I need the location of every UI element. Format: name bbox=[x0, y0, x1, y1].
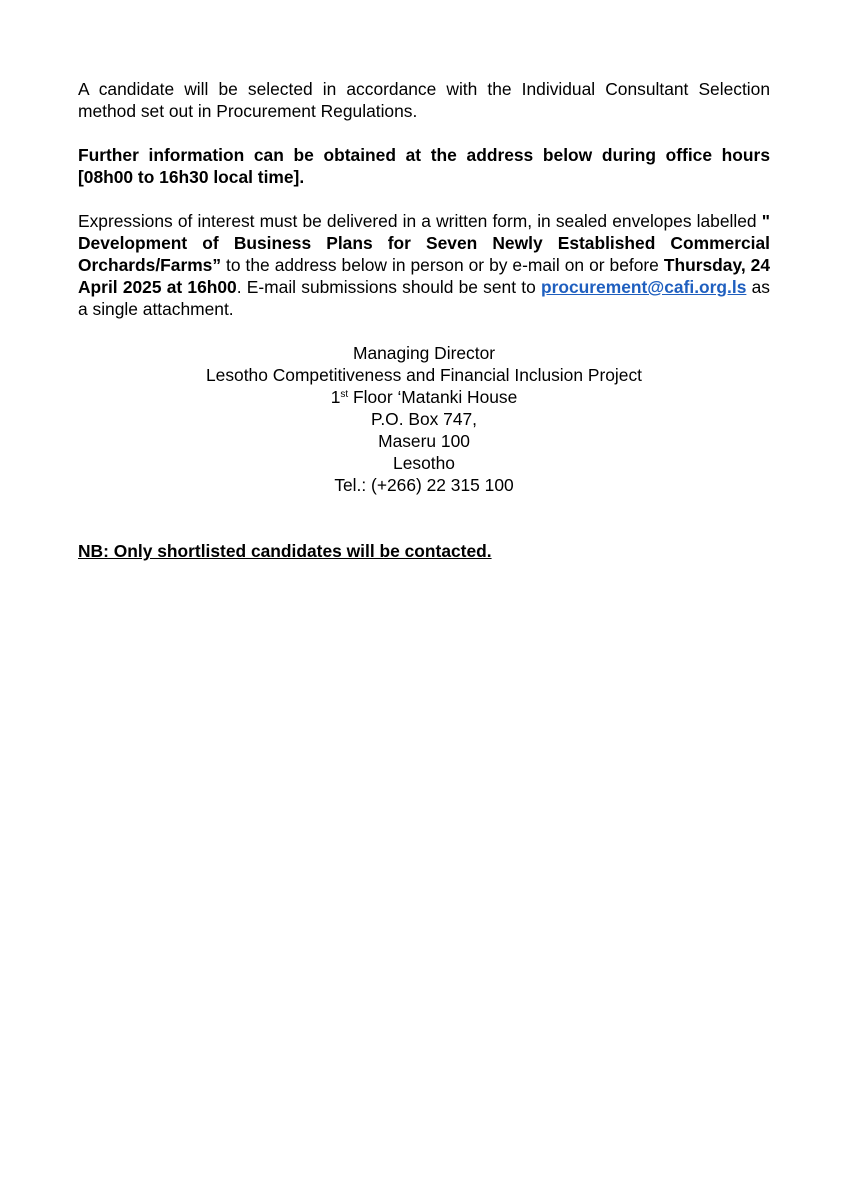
procurement-email-link[interactable]: procurement@cafi.org.ls bbox=[540, 277, 747, 297]
eoi-intro-text: Expressions of interest must be delivered in a written form, in sealed envelopes labelled bbox=[78, 211, 757, 231]
further-information-paragraph: Further information can be obtained at the address below during office hours [08h00 to 16h30 local time]. bbox=[78, 145, 770, 187]
address-po-box: P.O. Box 747, bbox=[370, 409, 478, 429]
shortlist-note: NB: Only shortlisted candidates will be contacted. bbox=[78, 541, 492, 561]
address-floor bbox=[78, 386, 770, 408]
floor-ordinal-suffix: st bbox=[340, 389, 349, 400]
address-organization: Lesotho Competitiveness and Financial Inclusion Project bbox=[206, 365, 642, 385]
floor-building: Floor ‘Matanki House bbox=[352, 387, 518, 407]
eoi-submission-text: . E-mail submissions should be sent to bbox=[236, 277, 536, 297]
document-body bbox=[78, 78, 770, 562]
address-country: Lesotho bbox=[393, 453, 455, 473]
expressions-of-interest-paragraph bbox=[78, 210, 770, 320]
address-telephone: Tel.: (+266) 22 315 100 bbox=[334, 475, 514, 495]
eoi-end-text: as a single attachment. bbox=[78, 277, 770, 319]
eoi-assignment-title: " Development of Business Plans for Seven Newly Established Commercial Orchards/Farms” bbox=[78, 211, 770, 275]
address-city: Maseru 100 bbox=[378, 431, 470, 451]
floor-number: 1 bbox=[330, 387, 341, 407]
contact-address-block bbox=[78, 342, 770, 496]
address-title: Managing Director bbox=[352, 343, 496, 363]
selection-method-paragraph: A candidate will be selected in accordance with the Individual Consultant Selection method set out in Procurement Regulations. bbox=[78, 79, 770, 121]
eoi-middle-text: to the address below in person or by e-mail on or before bbox=[226, 255, 659, 275]
submission-deadline: Thursday, 24 April 2025 at 16h00 bbox=[78, 255, 770, 297]
